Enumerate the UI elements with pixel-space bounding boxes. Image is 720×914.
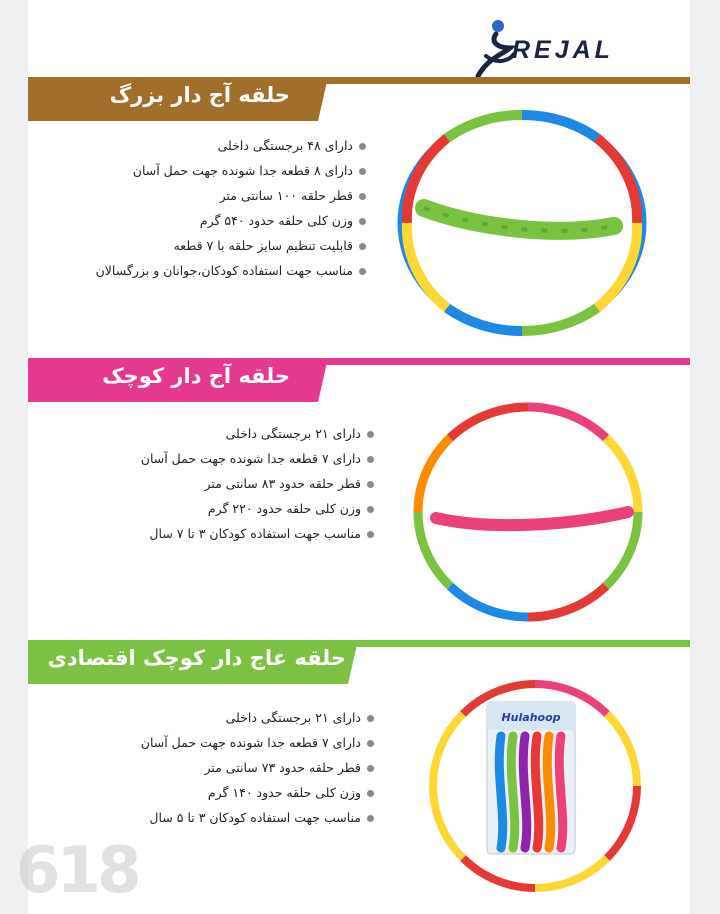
bullet-icon [359,243,366,250]
bullet-icon [359,168,366,175]
section-2-title: حلقه آج دار کوچک [102,364,290,388]
package-label: Hulahoop [501,711,561,724]
bullet-icon [359,268,366,275]
feature-item: قطر حلقه ۱۰۰ سانتی متر [96,183,366,208]
bullet-icon [359,143,366,150]
section-3-title: حلقه عاج دار کوچک اقتصادی [47,646,346,670]
bullet-icon [367,790,374,797]
section-2-banner [28,358,690,402]
feature-item: دارای ۸ قطعه جدا شونده جهت حمل آسان [96,158,366,183]
section-1-features [96,133,366,283]
section-1-title: حلقه آج دار بزرگ [109,83,290,107]
bullet-icon [367,506,374,513]
bullet-icon [367,740,374,747]
feature-item: دارای ۷ قطعه جدا شونده جهت حمل آسان [141,446,374,471]
feature-item: مناسب جهت استفاده کودکان ۳ تا ۷ سال [141,521,374,546]
bullet-icon [367,481,374,488]
feature-item: دارای ۲۱ برجستگی داخلی [141,705,374,730]
feature-item: دارای ۷ قطعه جدا شونده جهت حمل آسان [141,730,374,755]
brand-name: REJAL [512,36,614,64]
bullet-icon [367,431,374,438]
section-3-features [141,705,374,830]
bullet-icon [367,531,374,538]
bullet-icon [359,218,366,225]
bullet-icon [367,715,374,722]
bullet-icon [367,456,374,463]
feature-item: قطر حلقه حدود ۸۳ سانتی متر [141,471,374,496]
section-2-features [141,421,374,546]
bullet-icon [367,765,374,772]
watermark-text: 618 [16,834,138,908]
feature-item: وزن کلی حلقه حدود ۵۴۰ گرم [96,208,366,233]
feature-item: مناسب جهت استفاده کودکان،جوانان و بزرگسالان [96,258,366,283]
feature-item: وزن کلی حلقه حدود ۱۴۰ گرم [141,780,374,805]
feature-item: دارای ۴۸ برجستگی داخلی [96,133,366,158]
large-hoop-image [392,108,652,338]
feature-item: قابلیت تنظیم سایز حلقه با ۷ قطعه [96,233,366,258]
small-hoop-image [408,400,648,625]
bullet-icon [359,193,366,200]
feature-item: دارای ۲۱ برجستگی داخلی [141,421,374,446]
feature-item: قطر حلقه حدود ۷۳ سانتی متر [141,755,374,780]
feature-item: مناسب جهت استفاده کودکان ۳ تا ۵ سال [141,805,374,830]
economy-hoop-image [425,676,645,896]
bullet-icon [367,815,374,822]
feature-item: وزن کلی حلقه حدود ۲۲۰ گرم [141,496,374,521]
